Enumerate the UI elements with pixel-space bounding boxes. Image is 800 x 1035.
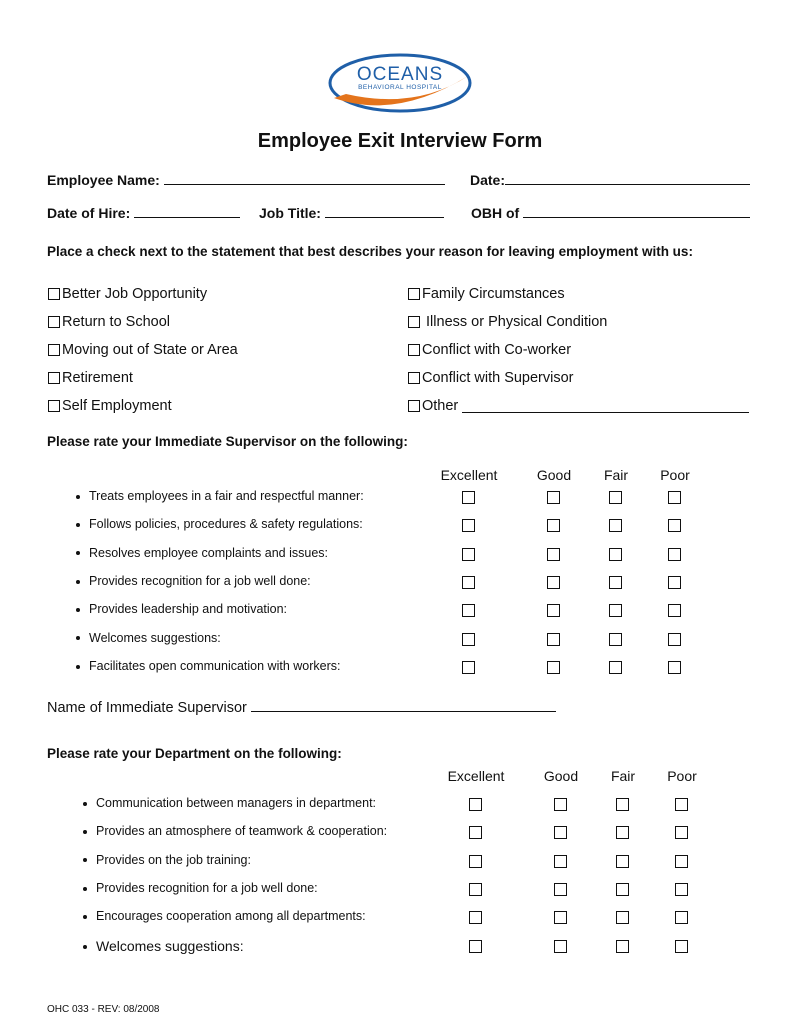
rating-checkbox-good[interactable] xyxy=(547,661,560,674)
rating-checkbox-excellent[interactable] xyxy=(462,491,475,504)
rating-row xyxy=(0,517,800,537)
reason-option[interactable] xyxy=(48,364,238,392)
rating-checkbox-poor[interactable] xyxy=(675,940,688,953)
bullet-icon xyxy=(83,830,87,834)
rating-item xyxy=(76,574,311,588)
supervisor-name-field[interactable] xyxy=(47,697,556,716)
other-reason-line[interactable] xyxy=(462,400,749,413)
bullet-icon xyxy=(76,580,80,584)
column-header-excellent: Excellent xyxy=(440,467,498,483)
rating-checkbox-excellent[interactable] xyxy=(462,633,475,646)
rating-item xyxy=(83,824,387,838)
rating-checkbox-good[interactable] xyxy=(547,633,560,646)
rating-checkbox-good[interactable] xyxy=(554,883,567,896)
rating-checkbox-poor[interactable] xyxy=(668,519,681,532)
reason-checkbox[interactable] xyxy=(48,400,60,412)
bullet-icon xyxy=(76,523,80,527)
rating-item xyxy=(76,602,287,616)
rating-checkbox-excellent[interactable] xyxy=(469,826,482,839)
reason-label: Other xyxy=(422,398,459,414)
rating-checkbox-good[interactable] xyxy=(547,519,560,532)
bullet-icon xyxy=(76,495,80,499)
form-revision-footer: OHC 033 - REV: 08/2008 xyxy=(47,1004,160,1015)
rating-checkbox-fair[interactable] xyxy=(616,798,629,811)
rating-row xyxy=(0,489,800,509)
reason-option[interactable] xyxy=(408,364,749,392)
rating-checkbox-excellent[interactable] xyxy=(469,911,482,924)
column-header-excellent: Excellent xyxy=(447,768,505,784)
reason-checkbox[interactable] xyxy=(408,372,420,384)
rating-checkbox-fair[interactable] xyxy=(616,826,629,839)
bullet-icon xyxy=(76,608,80,612)
bullet-icon xyxy=(76,551,80,555)
rating-checkbox-fair[interactable] xyxy=(609,491,622,504)
rating-item-label: Welcomes suggestions: xyxy=(89,630,221,645)
rating-checkbox-good[interactable] xyxy=(554,826,567,839)
reason-checkbox[interactable] xyxy=(408,316,420,328)
bullet-icon xyxy=(83,945,87,949)
reason-option[interactable] xyxy=(408,280,749,308)
rating-checkbox-excellent[interactable] xyxy=(469,883,482,896)
column-header-poor: Poor xyxy=(667,768,697,784)
reason-checkbox[interactable] xyxy=(408,344,420,356)
rating-checkbox-poor[interactable] xyxy=(675,855,688,868)
reason-label: Moving out of State or Area xyxy=(62,342,238,358)
reason-checkbox[interactable] xyxy=(408,400,420,412)
rating-checkbox-poor[interactable] xyxy=(668,661,681,674)
rating-checkbox-excellent[interactable] xyxy=(462,519,475,532)
bullet-icon xyxy=(83,915,87,919)
rating-checkbox-excellent[interactable] xyxy=(462,548,475,561)
column-header-fair: Fair xyxy=(603,467,629,483)
rating-item xyxy=(83,796,376,810)
rating-checkbox-excellent[interactable] xyxy=(462,576,475,589)
reason-checkbox[interactable] xyxy=(48,316,60,328)
employee-name-field[interactable] xyxy=(47,170,445,188)
rating-item-label: Provides leadership and motivation: xyxy=(89,602,288,617)
reason-label: Self Employment xyxy=(62,398,172,414)
rating-row xyxy=(0,909,800,929)
reasons-right-column xyxy=(408,280,749,420)
reason-label: Conflict with Co-worker xyxy=(422,342,572,358)
date-line[interactable] xyxy=(505,170,750,185)
rating-item-label: Welcomes suggestions: xyxy=(96,937,244,954)
rating-checkbox-good[interactable] xyxy=(547,491,560,504)
date-of-hire-line[interactable] xyxy=(134,203,240,218)
rating-row xyxy=(0,938,800,958)
reason-option[interactable] xyxy=(48,308,238,336)
rating-item xyxy=(76,489,364,503)
rating-checkbox-fair[interactable] xyxy=(616,911,629,924)
rating-item xyxy=(76,659,341,673)
reason-label: Better Job Opportunity xyxy=(62,286,208,302)
rating-item xyxy=(83,881,318,895)
supervisor-name-label: Name of Immediate Supervisor xyxy=(47,700,247,716)
rating-item-label: Resolves employee complaints and issues: xyxy=(89,545,329,560)
column-header-poor: Poor xyxy=(660,467,690,483)
reason-checkbox[interactable] xyxy=(48,344,60,356)
rating-item xyxy=(83,938,244,954)
supervisor-heading: Please rate your Immediate Supervisor on the following: xyxy=(47,434,408,449)
rating-checkbox-good[interactable] xyxy=(554,855,567,868)
column-header-fair: Fair xyxy=(610,768,636,784)
date-of-hire-field[interactable] xyxy=(47,203,240,221)
department-heading: Please rate your Department on the following: xyxy=(47,746,342,761)
reasons-prompt: Place a check next to the statement that best describes your reason for leaving employment with us: xyxy=(47,244,693,259)
rating-item-label: Encourages cooperation among all departments: xyxy=(96,909,366,924)
date-field[interactable] xyxy=(470,170,750,188)
rating-item-label: Communication between managers in department: xyxy=(96,796,377,810)
rating-checkbox-good[interactable] xyxy=(547,548,560,561)
rating-checkbox-fair[interactable] xyxy=(609,633,622,646)
rating-checkbox-fair[interactable] xyxy=(609,604,622,617)
rating-item-label: Provides on the job training: xyxy=(96,852,251,867)
reason-label: Family Circumstances xyxy=(422,286,565,302)
supervisor-name-line[interactable] xyxy=(251,697,556,712)
rating-row xyxy=(0,602,800,622)
bullet-icon xyxy=(83,887,87,891)
reason-option[interactable] xyxy=(48,392,238,420)
rating-item xyxy=(76,546,328,560)
rating-checkbox-poor[interactable] xyxy=(668,633,681,646)
obh-of-label: OBH of xyxy=(471,205,520,221)
rating-checkbox-good[interactable] xyxy=(547,604,560,617)
page-title: Employee Exit Interview Form xyxy=(257,130,543,152)
rating-checkbox-poor[interactable] xyxy=(668,491,681,504)
job-title-label: Job Title: xyxy=(259,205,321,221)
reasons-left-column xyxy=(48,280,238,420)
employee-name-line[interactable] xyxy=(164,170,445,185)
rating-checkbox-excellent[interactable] xyxy=(469,940,482,953)
bullet-icon xyxy=(76,665,80,669)
rating-item-label: Follows policies, procedures & safety regulations: xyxy=(89,517,363,532)
employee-name-label: Employee Name: xyxy=(47,172,160,188)
rating-row xyxy=(0,574,800,594)
bullet-icon xyxy=(76,636,80,640)
bullet-icon xyxy=(83,858,87,862)
job-title-line[interactable] xyxy=(325,203,444,218)
reason-checkbox[interactable] xyxy=(408,288,420,300)
rating-checkbox-good[interactable] xyxy=(554,798,567,811)
rating-item xyxy=(76,517,363,531)
rating-checkbox-excellent[interactable] xyxy=(469,798,482,811)
logo-subtitle: BEHAVIORAL HOSPITAL xyxy=(358,84,442,91)
rating-checkbox-fair[interactable] xyxy=(609,576,622,589)
rating-item xyxy=(76,631,221,645)
rating-item-label: Treats employees in a fair and respectful manner: xyxy=(89,489,364,503)
obh-of-line[interactable] xyxy=(523,203,750,218)
reason-checkbox[interactable] xyxy=(48,372,60,384)
rating-item-label: Provides recognition for a job well done: xyxy=(89,573,311,588)
oceans-logo xyxy=(326,48,474,118)
rating-checkbox-poor[interactable] xyxy=(675,883,688,896)
reason-option[interactable] xyxy=(408,308,749,336)
rating-checkbox-fair[interactable] xyxy=(609,661,622,674)
reason-label: Conflict with Supervisor xyxy=(422,370,574,386)
rating-checkbox-poor[interactable] xyxy=(668,604,681,617)
rating-item xyxy=(83,909,366,923)
rating-row xyxy=(0,881,800,901)
reason-label: Return to School xyxy=(62,314,171,330)
rating-checkbox-good[interactable] xyxy=(554,911,567,924)
rating-checkbox-excellent[interactable] xyxy=(462,604,475,617)
rating-item-label: Facilitates open communication with workers: xyxy=(89,658,341,673)
rating-checkbox-good[interactable] xyxy=(547,576,560,589)
logo-name: OCEANS xyxy=(356,64,444,85)
rating-row xyxy=(0,796,800,816)
rating-row xyxy=(0,546,800,566)
rating-checkbox-fair[interactable] xyxy=(616,883,629,896)
rating-checkbox-poor[interactable] xyxy=(668,548,681,561)
rating-checkbox-good[interactable] xyxy=(554,940,567,953)
date-of-hire-label: Date of Hire: xyxy=(47,205,131,221)
column-header-good: Good xyxy=(543,768,579,784)
reason-label: Retirement xyxy=(62,370,133,386)
rating-row xyxy=(0,631,800,651)
rating-checkbox-poor[interactable] xyxy=(668,576,681,589)
reason-label: Illness or Physical Condition xyxy=(422,314,608,330)
rating-checkbox-poor[interactable] xyxy=(675,826,688,839)
rating-checkbox-poor[interactable] xyxy=(675,911,688,924)
reason-option-other[interactable] xyxy=(408,392,749,420)
bullet-icon xyxy=(83,802,87,806)
rating-checkbox-poor[interactable] xyxy=(675,798,688,811)
rating-checkbox-excellent[interactable] xyxy=(469,855,482,868)
rating-item xyxy=(83,853,251,867)
obh-of-field[interactable] xyxy=(471,203,750,221)
rating-row xyxy=(0,853,800,873)
reason-checkbox[interactable] xyxy=(48,288,60,300)
rating-checkbox-fair[interactable] xyxy=(609,548,622,561)
rating-row xyxy=(0,824,800,844)
rating-item-label: Provides recognition for a job well done: xyxy=(96,880,318,895)
job-title-field[interactable] xyxy=(259,203,444,221)
rating-checkbox-fair[interactable] xyxy=(616,940,629,953)
rating-item-label: Provides an atmosphere of teamwork & cooperation: xyxy=(96,824,388,839)
rating-checkbox-fair[interactable] xyxy=(609,519,622,532)
reason-option[interactable] xyxy=(48,280,238,308)
reason-option[interactable] xyxy=(48,336,238,364)
date-label: Date: xyxy=(470,172,506,188)
rating-row xyxy=(0,659,800,679)
column-header-good: Good xyxy=(536,467,572,483)
rating-checkbox-excellent[interactable] xyxy=(462,661,475,674)
reason-option[interactable] xyxy=(408,336,749,364)
rating-checkbox-fair[interactable] xyxy=(616,855,629,868)
